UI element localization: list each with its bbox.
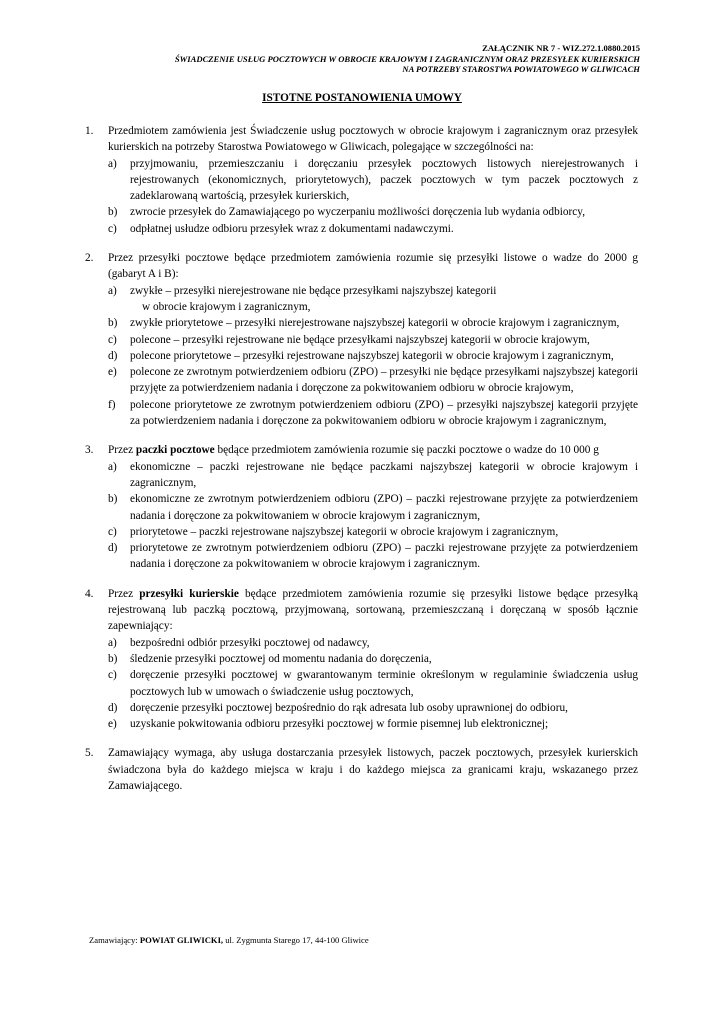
list-text: uzyskanie pokwitowania odbioru przesyłki pocztowej w formie pisemnej lub elektronicznej; bbox=[130, 718, 549, 731]
section-4 bbox=[83, 586, 638, 733]
section-1 bbox=[83, 123, 638, 237]
section-text: Przedmiotem zamówienia jest Świadczenie usług pocztowych w obrocie krajowym i zagranicznym oraz przesyłek kurierskich na potrzeby Starostwa Powiatowego w Gliwicach, polegające w szczególności na: bbox=[108, 125, 638, 154]
list-text: polecone – przesyłki rejestrowane nie będące przesyłkami najszybszej kategorii w obrocie krajowym, bbox=[130, 333, 590, 346]
list-letter: e) bbox=[108, 366, 117, 379]
list-letter: e) bbox=[108, 718, 117, 731]
list-letter: a) bbox=[108, 636, 117, 649]
document-header bbox=[80, 43, 640, 75]
list-text: zwykłe – przesyłki nierejestrowane nie będące przesyłkami najszybszej kategorii bbox=[130, 284, 497, 297]
list-text: priorytetowe – paczki rejestrowane najszybszej kategorii w obrocie krajowym i zagranicznym, bbox=[130, 525, 559, 538]
section-3 bbox=[83, 442, 638, 572]
list-item bbox=[108, 315, 638, 331]
section-text-pre: Przez bbox=[108, 444, 136, 457]
section-text-pre: Przez bbox=[108, 587, 140, 600]
list-letter: b) bbox=[108, 317, 118, 330]
header-subject-line-1: ŚWIADCZENIE USŁUG POCZTOWYCH W OBROCIE KRAJOWYM I ZAGRANICZNYM ORAZ PRZESYŁEK KURIERSKICH bbox=[174, 53, 640, 64]
list-letter: c) bbox=[108, 525, 117, 538]
list-letter: c) bbox=[108, 333, 117, 346]
list-text: polecone priorytetowe – przesyłki rejestrowane najszybszej kategorii w obrocie krajowym i zagranicznym, bbox=[130, 349, 614, 362]
footer-prefix: Zamawiający: bbox=[89, 935, 140, 945]
section-text-post: będące przedmiotem zamówienia rozumie się przesyłki listowe będące przesyłką rejestrowaną lub paczką pocztową, przyjmowaną, sortowaną, przemieszczaną i doręczaną w sposób łącznie zapewniający: bbox=[108, 587, 638, 633]
section-text: Przez przesyłki pocztowe będące przedmiotem zamówienia rozumie się przesyłki listowe o wadze do 2000 g (gabaryt A i B): bbox=[108, 252, 638, 281]
list-letter: a) bbox=[108, 157, 117, 170]
section-text-bold: paczki pocztowe bbox=[135, 444, 215, 457]
list-text: zwrocie przesyłek do Zamawiającego po wyczerpaniu możliwości doręczenia lub wydania odbiorcy, bbox=[130, 206, 586, 219]
list-item bbox=[108, 204, 638, 220]
list-item bbox=[108, 459, 638, 492]
list-letter: d) bbox=[108, 349, 118, 362]
list-item bbox=[108, 283, 638, 316]
list-letter: d) bbox=[108, 542, 118, 555]
list-text: doręczenie przesyłki pocztowej bezpośrednio do rąk adresata lub osoby uprawnionej do odbioru, bbox=[130, 701, 568, 714]
page-footer bbox=[89, 935, 369, 945]
section-number: 3. bbox=[85, 444, 94, 457]
document-body bbox=[83, 123, 638, 807]
section-number: 5. bbox=[85, 747, 94, 760]
section-number: 4. bbox=[85, 587, 94, 600]
page-title: ISTOTNE POSTANOWIENIA UMOWY bbox=[262, 92, 462, 104]
list-text: śledzenie przesyłki pocztowej od momentu nadania do doręczenia, bbox=[130, 652, 432, 665]
list-letter: b) bbox=[108, 652, 118, 665]
section-text-bold: przesyłki kurierskie bbox=[139, 587, 239, 600]
list-letter: c) bbox=[108, 669, 117, 682]
list-item bbox=[108, 667, 638, 700]
list-letter: f) bbox=[108, 398, 116, 411]
section-number: 2. bbox=[85, 252, 94, 265]
list-item bbox=[108, 156, 638, 205]
list-text: priorytetowe ze zwrotnym potwierdzeniem odbioru (ZPO) – paczki rejestrowane przyjęte za potwierdzeniem nadania i doręczone za pokwitowaniem w obrocie krajowym i zagranicznym. bbox=[130, 542, 638, 571]
list-item bbox=[108, 491, 638, 524]
list-item bbox=[108, 716, 638, 732]
list-text: ekonomiczne ze zwrotnym potwierdzeniem odbioru (ZPO) – paczki rejestrowane przyjęte za potwierdzeniem nadania i doręczone za pokwitowaniem w obrocie krajowym i zagranicznym, bbox=[130, 493, 638, 522]
list-text: bezpośredni odbiór przesyłki pocztowej od nadawcy, bbox=[130, 636, 370, 649]
list-text: polecone ze zwrotnym potwierdzeniem odbioru (ZPO) – przesyłki nie będące przesyłkami najszybszej kategorii przyjęte za potwierdzeniem nadania i doręczone za pokwitowaniem odbioru w obrocie krajowym, bbox=[130, 366, 638, 395]
section-text bbox=[108, 442, 638, 458]
section-5 bbox=[83, 745, 638, 794]
list-text: polecone priorytetowe ze zwrotnym potwierdzeniem odbioru (ZPO) – przesyłki najszybszej kategorii przyjęte za potwierdzeniem nadania i doręczone za pokwitowaniem odbioru w obrocie krajowym i zagranicznym, bbox=[130, 398, 638, 428]
list-item bbox=[108, 524, 638, 540]
list-item bbox=[108, 397, 638, 430]
list-letter: a) bbox=[108, 284, 117, 297]
list-text: ekonomiczne – paczki rejestrowane nie będące paczkami najszybszej kategorii w obrocie krajowym i zagranicznym, bbox=[130, 460, 638, 489]
footer-address: ul. Zygmunta Starego 17, 44-100 Gliwice bbox=[223, 935, 369, 945]
list-item bbox=[108, 651, 638, 667]
list-letter: b) bbox=[108, 493, 118, 506]
list-text-continuation: w obrocie krajowym i zagranicznym, bbox=[142, 300, 311, 313]
list-text: odpłatnej usłudze odbioru przesyłek wraz z dokumentami nadawczymi. bbox=[130, 222, 454, 235]
list-item bbox=[108, 700, 638, 716]
list-item bbox=[108, 221, 638, 237]
list-letter: d) bbox=[108, 701, 118, 714]
section-text: Zamawiający wymaga, aby usługa dostarczania przesyłek listowych, paczek pocztowych, przesyłek kurierskich świadczona była do każdego miejsca w kraju i do każdego miejsca za granicami kraju, wskazanego przez Zamawiającego. bbox=[108, 747, 638, 792]
list-item bbox=[108, 332, 638, 348]
list-text: przyjmowaniu, przemieszczaniu i doręczaniu przesyłek pocztowych listowych nierejestrowanych i rejestrowanych (ekonomicznych, priorytetowych), paczek pocztowych w tym paczek pocztowych z zadeklarowaną wartością, przesyłek kurierskich, bbox=[130, 157, 638, 203]
list-letter: b) bbox=[108, 206, 118, 219]
list-item bbox=[108, 635, 638, 651]
attachment-number: ZAŁĄCZNIK NR 7 - WIZ.272.1.0880.2015 bbox=[482, 43, 640, 53]
footer-organization: POWIAT GLIWICKI, bbox=[139, 935, 224, 945]
section-text bbox=[108, 586, 638, 635]
list-item bbox=[108, 364, 638, 397]
list-text: doręczenie przesyłki pocztowej w gwarantowanym terminie określonym w regulaminie świadczenia usług pocztowych lub w umowach o świadczenie usług pocztowych, bbox=[130, 669, 638, 698]
list-item bbox=[108, 348, 638, 364]
section-2 bbox=[83, 250, 638, 429]
list-item bbox=[108, 540, 638, 573]
list-letter: c) bbox=[108, 222, 117, 235]
section-text-post: będące przedmiotem zamówienia rozumie się paczki pocztowe o wadze do 10 000 g bbox=[214, 444, 599, 457]
section-number: 1. bbox=[85, 125, 94, 137]
header-subject-line-2: NA POTRZEBY STAROSTWA POWIATOWEGO W GLIWICACH bbox=[402, 64, 640, 74]
list-text: zwykłe priorytetowe – przesyłki nierejestrowane najszybszej kategorii w obrocie krajowym i zagranicznym, bbox=[130, 317, 620, 330]
list-letter: a) bbox=[108, 460, 117, 473]
